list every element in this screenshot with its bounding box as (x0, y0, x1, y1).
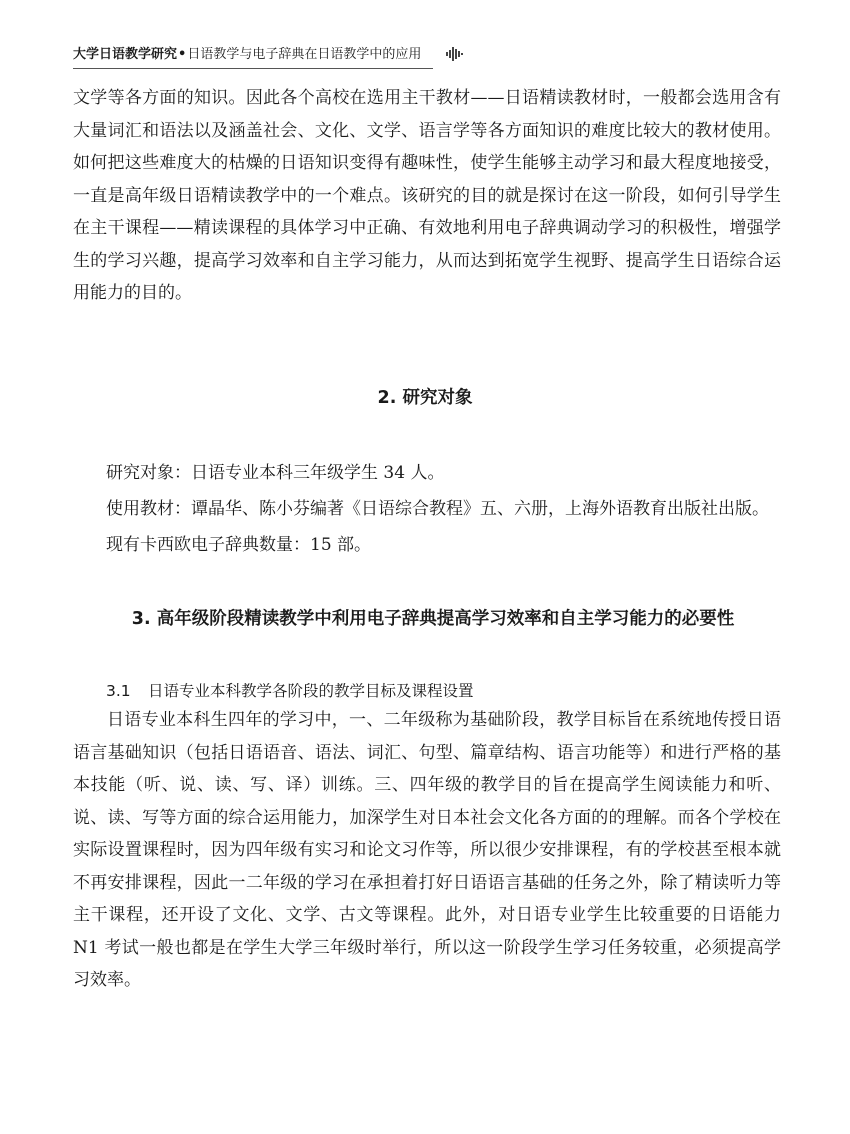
intro-paragraph: 文学等各方面的知识。因此各个高校在选用主干教材——日语精读教材时，一般都会选用含有大量词汇和语法以及涵盖社会、文化、文学、语言学等各方面知识的难度比较大的教材使用。如何把这些难度大的枯燥的日语知识变得有趣味性，使学生能够主动学习和最大程度地接受，一直是高年级日语精读教学中的一个难点。该研究的目的就是探讨在这一阶段，如何引导学生在主干课程——精读课程的具体学习中正确、有效地利用电子辞典调动学习的积极性，增强学生的学习兴趣，提高学习效率和自主学习能力，从而达到拓宽学生视野、提高学生日语综合运用能力的目的。 (73, 88, 781, 303)
section-3-1-paragraph: 日语专业本科生四年的学习中，一、二年级称为基础阶段，教学目标旨在系统地传授日语语言基础知识（包括日语语音、语法、词汇、句型、篇章结构、语言功能等）和进行严格的基本技能（听、说、读、写、译）训练。三、四年级的教学目的旨在提高学生阅读能力和听、说、读、写等方面的综合运用能力，加深学生对日本社会文化各方面的的理解。而各个学校在实际设置课程时，因为四年级有实习和论文习作等，所以很少安排课程，有的学校甚至根本就不再安排课程，因此一二年级的学习在承担着打好日语语言基础的任务之外，除了精读听力等主干课程，还开设了文化、文学、古文等课程。此外，对日语专业学生比较重要的日语能力 N1 考试一般也都是在学生大学三年级时举行，所以这一阶段学生学习任务较重，必须提高学习效率。 (73, 710, 781, 990)
list-item-research-subject: 研究对象：日语专业本科三年级学生 34 人。 (106, 463, 445, 483)
list-item-dictionary-count: 现有卡西欧电子辞典数量：15 部。 (106, 535, 372, 555)
subsection-number: 3.1 (106, 682, 131, 700)
journal-name: 大学日语教学研究 (73, 47, 178, 62)
section-3-heading: 3. 高年级阶段精读教学中利用电子辞典提高学习效率和自主学习能力的必要性 (131, 609, 735, 629)
subsection-title: 日语专业本科教学各阶段的教学目标及课程设置 (148, 682, 474, 700)
subsection-3-1-heading (106, 679, 474, 701)
running-header (73, 44, 433, 69)
header-ornament-icon (446, 46, 466, 62)
list-item-textbook: 使用教材：谭晶华、陈小芬编著《日语综合教程》五、六册，上海外语教育出版社出版。 (106, 499, 769, 519)
article-title: 日语教学与电子辞典在日语教学中的应用 (187, 47, 422, 62)
section-2-heading: 2. 研究对象 (377, 388, 473, 408)
header-separator: • (178, 47, 187, 62)
